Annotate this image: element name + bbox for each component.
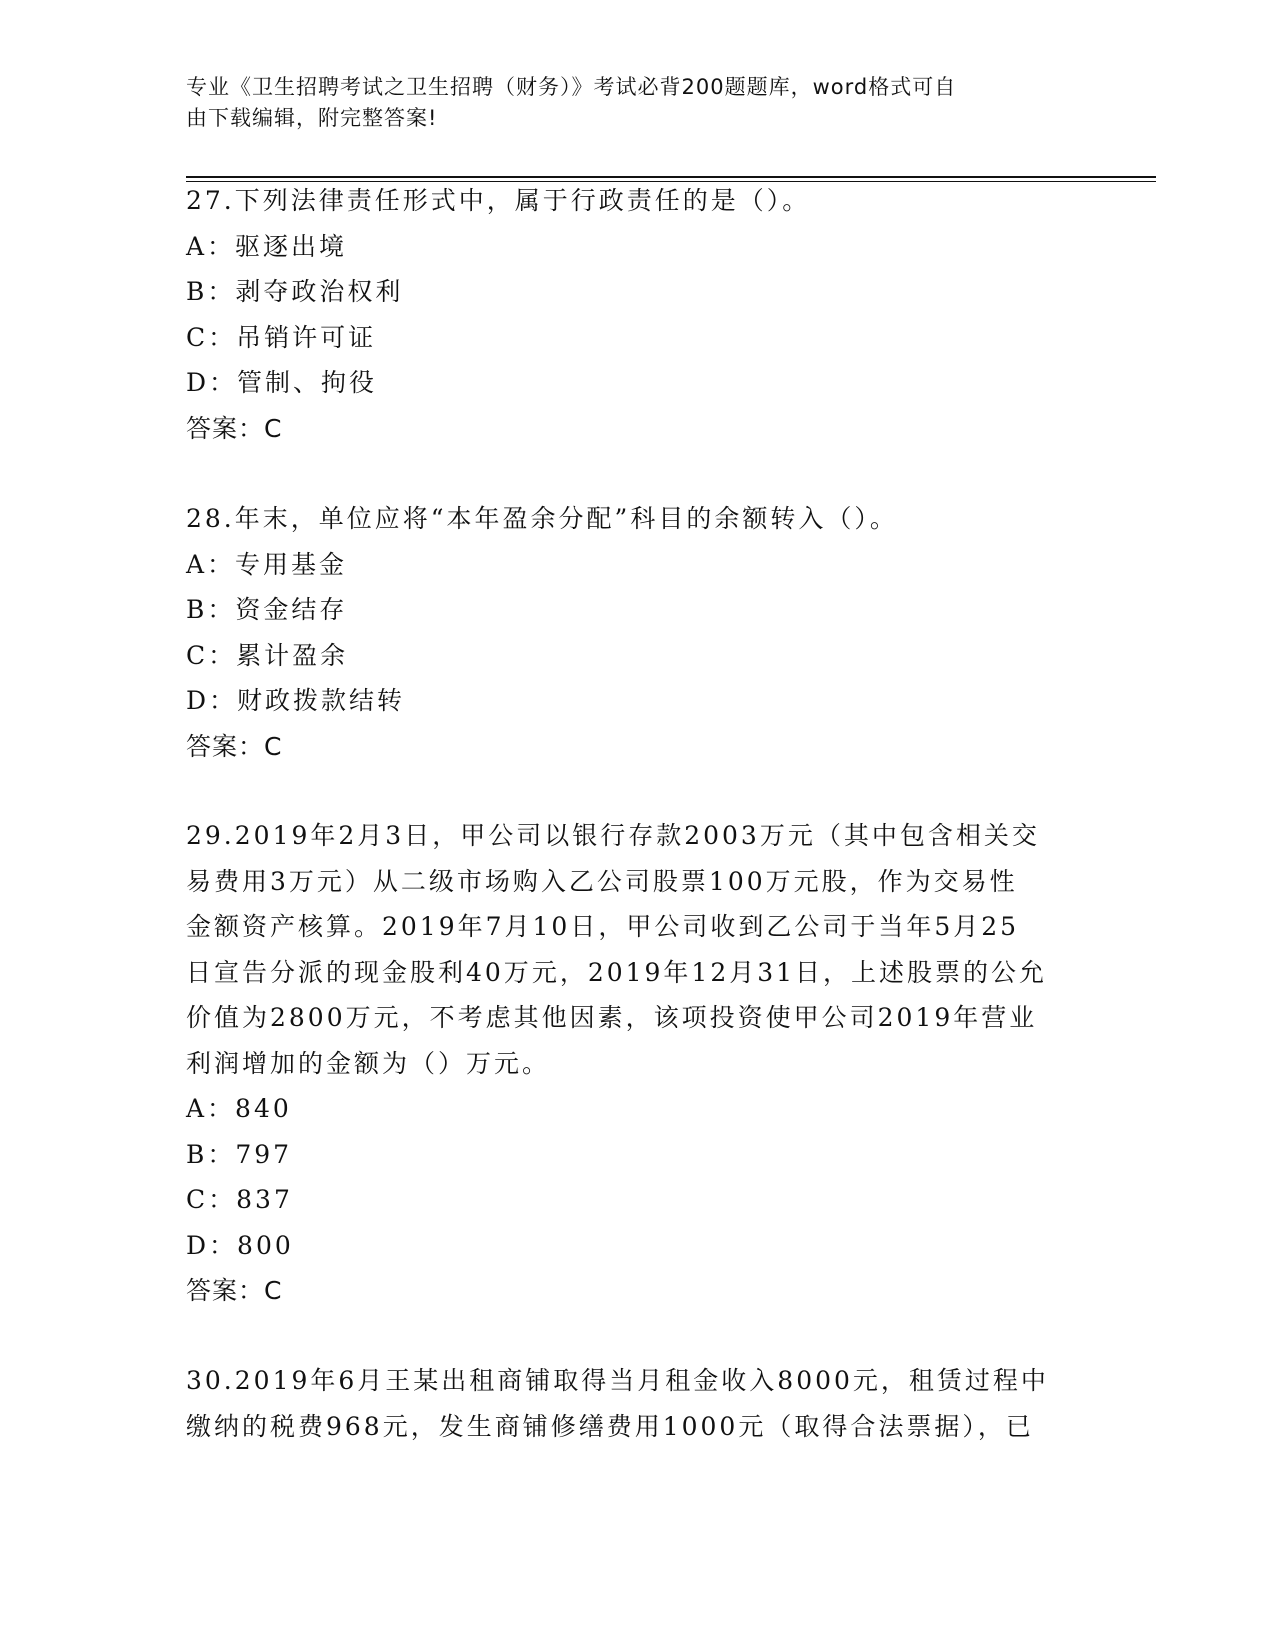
question-stem-line: 缴纳的税费968元，发生商铺修缮费用1000元（取得合法票据），已 — [186, 1411, 1034, 1441]
answer: 答案：C — [186, 731, 283, 761]
header-line-2: 由下载编辑，附完整答案! — [186, 106, 438, 130]
answer: 答案：C — [186, 1276, 283, 1305]
option-b: B：资金结存 — [186, 595, 348, 624]
option-a: A：驱逐出境 — [186, 231, 348, 261]
question-stem-line: 价值为2800万元，不考虑其他因素，该项投资使甲公司2019年营业 — [186, 1003, 1038, 1032]
option-d: D：800 — [186, 1230, 294, 1260]
question-28 — [186, 496, 1086, 769]
option-c: C：837 — [186, 1185, 293, 1214]
document-header — [186, 72, 1066, 134]
header-line-1: 专业《卫生招聘考试之卫生招聘（财务）》考试必背200题题库，word格式可自 — [186, 75, 957, 99]
question-30 — [186, 1358, 1086, 1449]
question-stem-line: 利润增加的金额为（）万元。 — [186, 1048, 551, 1078]
question-stem-line: 金额资产核算。2019年7月10日，甲公司收到乙公司于当年5月25 — [186, 912, 1020, 941]
answer: 答案：C — [186, 413, 283, 443]
option-b: B：剥夺政治权利 — [186, 277, 404, 306]
option-c: C：累计盈余 — [186, 640, 349, 670]
option-a: A：840 — [186, 1094, 292, 1123]
option-a: A：专用基金 — [186, 549, 348, 579]
question-stem-line: 日宣告分派的现金股利40万元，2019年12月31日，上述股票的公允 — [186, 957, 1048, 987]
option-b: B：797 — [186, 1139, 293, 1169]
question-stem-line: 易费用3万元）从二级市场购入乙公司股票100万元股，作为交易性 — [186, 866, 1018, 896]
question-27 — [186, 178, 1086, 451]
option-d: D：财政拨款结转 — [186, 686, 406, 715]
question-29 — [186, 813, 1086, 1314]
question-stem: 27.下列法律责任形式中，属于行政责任的是（）。 — [186, 186, 811, 215]
question-stem-line: 30.2019年6月王某出租商铺取得当月租金收入8000元，租赁过程中 — [186, 1366, 1049, 1395]
option-c: C：吊销许可证 — [186, 322, 377, 352]
option-d: D：管制、拘役 — [186, 368, 378, 397]
question-stem: 28.年末，单位应将“本年盈余分配”科目的余额转入（）。 — [186, 504, 898, 533]
question-stem-line: 29.2019年2月3日，甲公司以银行存款2003万元（其中包含相关交 — [186, 821, 1040, 850]
